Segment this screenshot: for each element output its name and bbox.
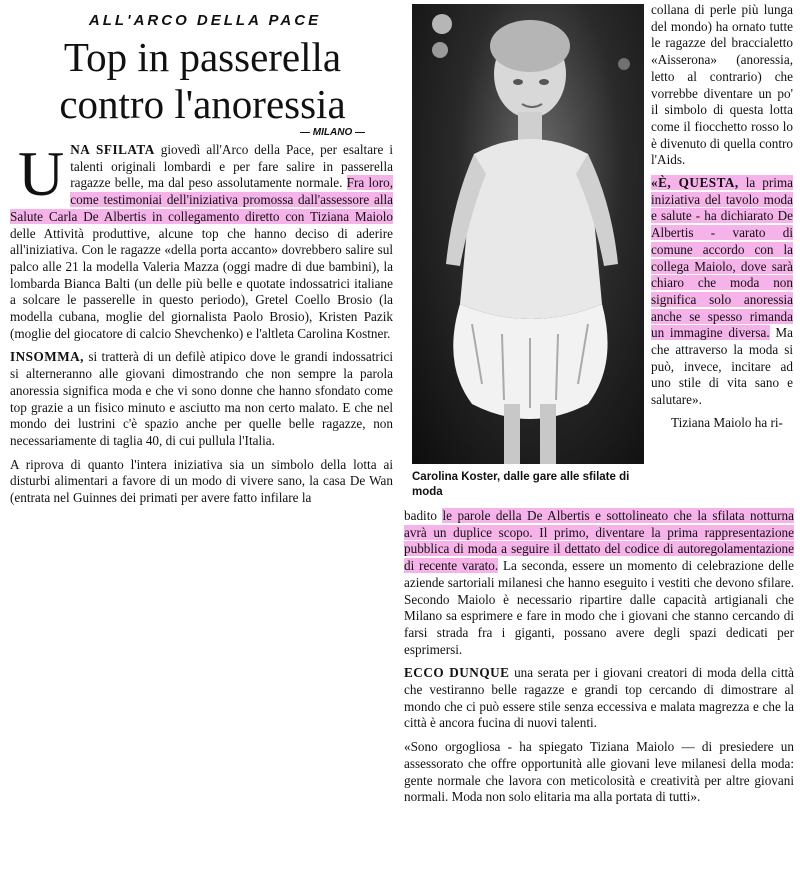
highlighted-text: Fra loro, come testimoniai dell'iniziativa promossa dall'assessore alla Salute Carla De Albertis in collegamento diretto con Tiziana Maiolo (10, 175, 393, 224)
right-column (651, 2, 793, 438)
lead-in: INSOMMA, (10, 349, 84, 365)
text-run: si tratterà di un defilè atipico dove le grandi indossatrici si alterneranno alle giovani dimostrando che non sempre la parola anoressia significa moda e che vi sono donne che hanno sfondato come top grazie a un fisico minuto e asciutto ma non certo malato. E che nel mondo dei lustrini c'è spazio anche per quelle belle ragazze, non necessariamente di taglia 40, di cui pullula l'Italia. (10, 349, 393, 448)
photo-carolina-kostner (412, 4, 644, 464)
paragraph-r2 (651, 175, 793, 409)
paragraph-r3: Tiziana Maiolo ha ri- (671, 414, 783, 430)
highlighted-text: la prima iniziativa del tavolo moda e salute - ha dichiarato De Albertis - varato di comune accordo con la collega Maiolo, dove sarà chiaro che moda non significa solo anoressia anche se spesso rimanda un immagine diversa. (651, 175, 793, 341)
paragraph-r1: collana di perle più lunga del mondo) ha ornato tutte le ragazze del braccialetto «Aisserona» (anoressia, letto al contrario) che vorrebbe diventare un po' il simbolo di questa lotta come il fiocchetto rosso lo è divenuto di quella contro l'Aids. (651, 2, 793, 168)
lead-in: «È, QUESTA, (651, 175, 739, 191)
lead-in: ECCO DUNQUE (404, 665, 510, 681)
text-run: badito (404, 508, 443, 523)
skater-illustration (412, 4, 644, 464)
highlighted-text: le parole della De Albertis e sottolineato che la sfilata notturna avrà un duplice scopo. Il primo, diventare la prima rappresentazione pubblica di moda a seguire il dettato del codice di autoregolamentazione di recente varato. (404, 508, 794, 574)
text-run: La seconda, essere un momento di celebrazione delle aziende sartoriali milanesi che hanno eseguito i vestiti che devono sfilare. Secondo Maiolo è necessario ripartire dalle capacità artigianali che Milano sa esprimere e fare in modo che i giovani che stanno cercando di farsi strada fra i giganti, possano avere degli spazi dedicati per esprimersi. (404, 558, 794, 657)
drop-cap: U (18, 138, 65, 209)
text-run: delle Attività produttive, alcune top che hanno deciso di aderire all'iniziativa. Con le ragazze «della porta accanto» dovrebbero salire sul palco alle 21 la modella Valeria Mazza (oggi madre di due bambini), la lombarda Bianca Balti (un delle più belle e quotate indossatrici italiane a solcare le passerelle in questo periodo), Gretel Coello Brosio (la modella cubana, moglie del giornalista Paolo Brosio), Kristen Pazik (moglie del giocatore di calcio Shevchenko) e l'altleta Carolina Kostner. (10, 225, 393, 341)
left-column (10, 138, 393, 514)
headline: Top in passerella contro l'anoressia (59, 34, 346, 127)
text-run: giovedì all'Arco della Pace, per esaltare i talenti originali lombardi e per fare salire in passerella ragazze belle, ma dal peso assolutamente normale. (70, 142, 393, 191)
photo-caption: Carolina Koster, dalle gare alle sfilate di moda (412, 471, 630, 498)
bottom-column (404, 508, 794, 813)
text-run: una serata per i giovani creatori di moda della città che vestiranno belle ragazze e grandi top cercando di dimostrare al mondo che ci può essere stile senza eccessiva e malata magrezza e che la città è ancora fucina di nuovi talenti. (404, 665, 795, 731)
paragraph-3: A riprova di quanto l'intera iniziativa sia un simbolo della lotta ai disturbi alimentari a favore di un modo di vivere sano, la casa De Wan (entrata nel Guinnes dei primati per avere fatto infilare la (10, 456, 393, 506)
text-run: Ma che attraverso la moda si può, invece, incitare ad uno stile di vita sano e salutare». (651, 325, 793, 408)
paragraph-b3: «Sono orgogliosa - ha spiegato Tiziana Maiolo — di presiedere un assessorato che offre opportunità alle giovani leve milanesi della moda: gente normale che lavora con meticolosità e creatività per altre giovani normali. Moda non solo elitaria ma alla portata di tutti». (404, 739, 794, 805)
lead-in: NA SFILATA (70, 142, 155, 157)
paragraph-2 (10, 349, 393, 449)
paragraph-b2 (404, 665, 794, 732)
dateline: — MILANO — (300, 127, 365, 138)
kicker: ALL'ARCO DELLA PACE (88, 12, 322, 29)
paragraph-b1 (404, 508, 794, 658)
paragraph-1 (10, 138, 393, 342)
